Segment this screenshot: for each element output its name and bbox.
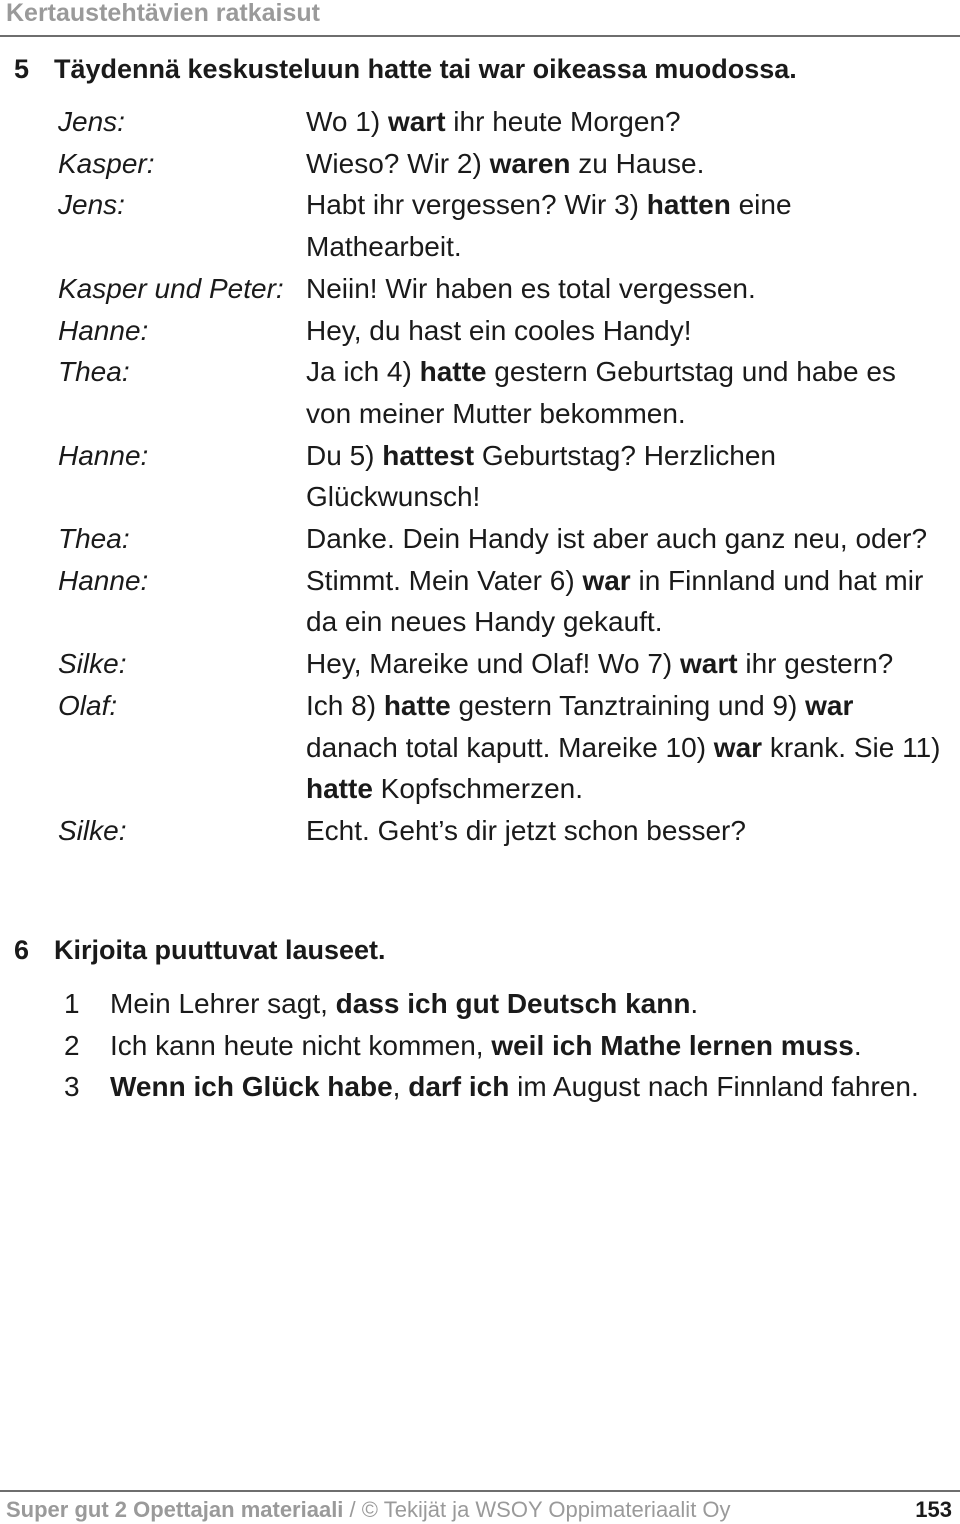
answer-text: wart (680, 648, 738, 680)
prompt-text: . (853, 1029, 862, 1061)
speaker-name: Kasper und Peter: (58, 272, 284, 304)
speaker-name: Thea: (58, 356, 130, 388)
dialogue-line (58, 518, 948, 560)
answer-text: dass ich gut Deutsch kann (335, 988, 691, 1019)
prompt-text: Echt. Geht’s dir jetzt schon besser? (306, 814, 746, 846)
dialogue-text (306, 268, 948, 310)
header-divider (0, 35, 960, 37)
prompt-text: eine Mathearbeit. (306, 189, 792, 263)
speaker-name: Hanne: (58, 314, 149, 346)
sentence-item (64, 983, 944, 1025)
prompt-text: Ja ich 4) (306, 356, 420, 388)
dialogue-text (306, 560, 948, 643)
speaker-name: Jens: (58, 106, 125, 137)
prompt-text: Du 5) (306, 439, 383, 471)
answer-text: wart (387, 106, 446, 137)
footer-divider (0, 1490, 960, 1492)
answer-text: weil ich Mathe lernen muss (491, 1029, 854, 1061)
dialogue-text (306, 435, 948, 518)
prompt-text: Wo 1) (306, 106, 388, 137)
prompt-text: krank. Sie 11) (762, 731, 941, 763)
prompt-text: gestern Tanztraining und 9) (450, 689, 806, 721)
page-number: 153 (915, 1497, 952, 1522)
task-5-number: 5 (14, 54, 30, 84)
answer-text: waren (489, 147, 571, 179)
footer-credits (6, 1497, 731, 1523)
dialogue-line (58, 268, 948, 310)
prompt-text: Wieso? Wir 2) (306, 147, 490, 179)
dialogue-line (58, 685, 948, 810)
dialogue-line (58, 351, 948, 434)
sentence-list (64, 983, 944, 1108)
dialogue-line (58, 643, 948, 685)
speaker-name: Thea: (58, 523, 130, 555)
answer-text: hatte (419, 356, 487, 388)
prompt-text: . (690, 988, 699, 1019)
dialogue-line (58, 435, 948, 518)
dialogue-line (58, 810, 948, 852)
speaker-name: Hanne: (58, 439, 149, 471)
prompt-text: Neiin! Wir haben es total vergessen. (306, 272, 756, 304)
task-5-heading (14, 53, 797, 85)
answer-text: war (805, 689, 854, 721)
dialogue-line (58, 560, 948, 643)
speaker-name: Silke: (58, 648, 127, 680)
prompt-text: gestern Geburtstag und habe es von meiner Mutter bekommen. (306, 356, 896, 429)
dialogue-line (58, 184, 948, 267)
prompt-text: ihr gestern? (737, 648, 894, 680)
answer-text: war (713, 731, 763, 763)
answer-text: hatte (306, 773, 373, 805)
sentence-item (64, 1025, 944, 1067)
prompt-text: in Finnland und hat mir da ein neues Handy gekauft. (306, 564, 924, 638)
dialogue-text (306, 310, 948, 352)
sentence-number: 3 (64, 1071, 80, 1103)
task-6-number: 6 (14, 935, 30, 965)
prompt-text: Geburtstag? Herzlichen Glückwunsch! (306, 439, 776, 513)
dialogue-text (306, 685, 948, 810)
prompt-text: Stimmt. Mein Vater 6) (306, 564, 583, 596)
dialogue-line (58, 143, 948, 185)
answer-text: Wenn ich Glück habe (110, 1071, 393, 1103)
prompt-text: Hey, du hast ein cooles Handy! (306, 314, 692, 346)
dialogue (58, 101, 948, 852)
sentence-text (110, 1025, 944, 1067)
dialogue-text (306, 101, 948, 143)
prompt-text: im August nach Finnland fahren. (509, 1071, 919, 1103)
sentence-text (110, 983, 944, 1025)
prompt-text: Ich 8) (306, 689, 384, 721)
answer-text: darf ich (408, 1071, 510, 1103)
dialogue-text (306, 810, 948, 852)
answer-text: hatten (646, 189, 731, 221)
footer-copyright: © Tekijät ja WSOY Oppimateriaalit Oy (361, 1497, 731, 1522)
prompt-text: Kopfschmerzen. (372, 773, 584, 805)
dialogue-text (306, 184, 948, 267)
prompt-text: danach total kaputt. Mareike 10) (306, 731, 714, 763)
prompt-text: zu Hause. (570, 147, 705, 179)
speaker-name: Kasper: (58, 147, 155, 179)
dialogue-line (58, 310, 948, 352)
sentence-text (110, 1066, 944, 1108)
prompt-text: , (392, 1071, 409, 1103)
prompt-text: Mein Lehrer sagt, (110, 988, 336, 1019)
sentence-number: 2 (64, 1029, 80, 1061)
speaker-name: Silke: (58, 814, 127, 846)
answer-text: hatte (383, 689, 451, 721)
footer-separator: / (343, 1497, 362, 1522)
prompt-text: Hey, Mareike und Olaf! Wo 7) (306, 648, 680, 680)
prompt-text: Ich kann heute nicht kommen, (110, 1029, 492, 1061)
dialogue-text (306, 351, 948, 434)
sentence-item (64, 1066, 944, 1108)
answer-text: war (582, 564, 631, 596)
speaker-name: Jens: (58, 189, 125, 221)
prompt-text: Danke. Dein Handy ist aber auch ganz neu, oder? (306, 523, 928, 555)
dialogue-text (306, 143, 948, 185)
prompt-text: ihr heute Morgen? (445, 106, 681, 137)
task-6-instruction: Kirjoita puuttuvat lauseet. (54, 935, 386, 965)
footer-series: Super gut 2 Opettajan materiaali (6, 1497, 344, 1522)
dialogue-text (306, 643, 948, 685)
dialogue-text (306, 518, 948, 560)
page-header-title: Kertaustehtävien ratkaisut (6, 0, 321, 27)
prompt-text: Habt ihr vergessen? Wir 3) (306, 189, 647, 221)
task-6-heading (14, 934, 386, 966)
dialogue-line (58, 101, 948, 143)
task-5-instruction: Täydennä keskusteluun hatte tai war oikeassa muodossa. (54, 54, 797, 84)
speaker-name: Hanne: (58, 564, 149, 596)
answer-text: hattest (382, 439, 475, 471)
speaker-name: Olaf: (58, 689, 118, 721)
sentence-number: 1 (64, 988, 80, 1019)
